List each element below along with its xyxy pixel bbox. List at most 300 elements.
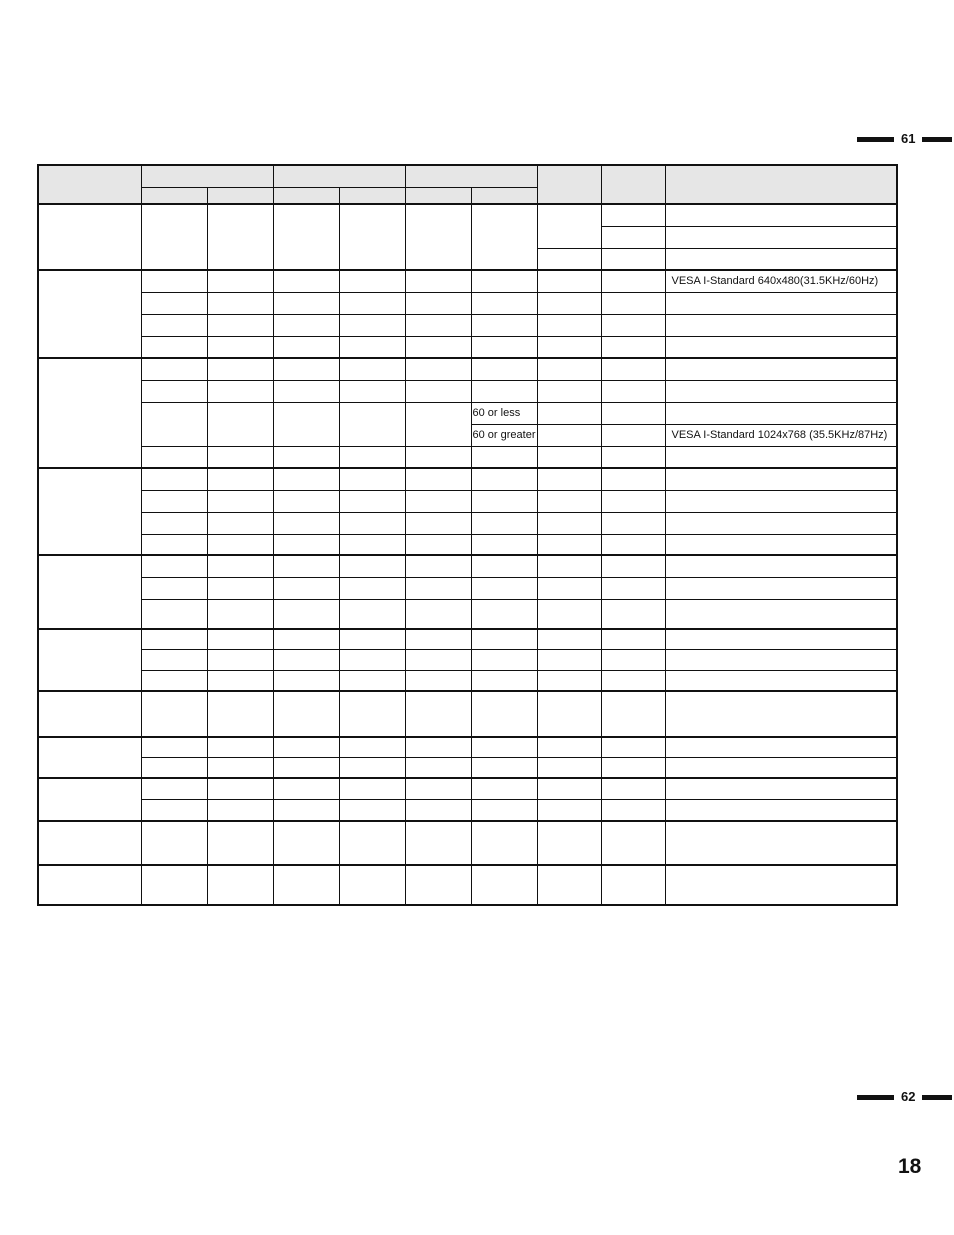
table-cell <box>537 629 601 649</box>
table-cell <box>471 629 537 649</box>
table-cell <box>471 534 537 555</box>
table-cell <box>141 799 207 821</box>
table-cell <box>665 204 897 226</box>
table-cell <box>665 336 897 358</box>
table-cell <box>537 778 601 799</box>
table-cell <box>273 629 339 649</box>
table-cell <box>339 778 405 799</box>
table-cell <box>339 292 405 314</box>
table-cell <box>665 670 897 691</box>
table-cell <box>38 778 141 821</box>
table-cell <box>38 468 141 555</box>
table-cell <box>207 204 273 270</box>
table-cell <box>601 821 665 865</box>
table-row <box>38 799 897 821</box>
table-cell <box>273 512 339 534</box>
table-cell <box>405 799 471 821</box>
table-cell <box>339 821 405 865</box>
table-cell <box>207 358 273 380</box>
header-cell <box>38 165 141 204</box>
table-cell <box>405 402 471 446</box>
table-cell <box>665 649 897 670</box>
table-cell <box>207 468 273 490</box>
table-cell <box>38 737 141 778</box>
table-cell <box>537 314 601 336</box>
table-cell <box>601 534 665 555</box>
table-cell <box>339 670 405 691</box>
table-cell <box>471 490 537 512</box>
table-cell <box>38 204 141 270</box>
table-cell <box>273 446 339 468</box>
table-cell <box>207 629 273 649</box>
table-cell <box>141 204 207 270</box>
table-cell <box>339 865 405 905</box>
marker-number: 61 <box>901 131 916 146</box>
table-cell <box>405 358 471 380</box>
table-cell <box>141 865 207 905</box>
table-cell <box>471 670 537 691</box>
table-cell <box>665 577 897 599</box>
table-cell <box>38 555 141 629</box>
table-cell <box>601 555 665 577</box>
header-cell <box>405 187 471 204</box>
table-cell <box>601 599 665 629</box>
table-cell <box>665 821 897 865</box>
table-cell <box>665 599 897 629</box>
table-row <box>38 737 897 757</box>
table-cell <box>601 270 665 292</box>
table-cell <box>141 314 207 336</box>
table-row <box>38 534 897 555</box>
table-cell <box>601 292 665 314</box>
table-cell <box>665 468 897 490</box>
table-cell <box>273 534 339 555</box>
table-cell <box>665 226 897 248</box>
table-row <box>38 555 897 577</box>
header-cell <box>471 187 537 204</box>
table-row <box>38 778 897 799</box>
table-cell <box>273 292 339 314</box>
table-cell <box>601 691 665 737</box>
header-cell <box>537 165 601 204</box>
table-cell <box>537 336 601 358</box>
table-cell <box>665 778 897 799</box>
table-cell <box>537 534 601 555</box>
marker-bar-right <box>922 137 952 142</box>
table-cell <box>665 691 897 737</box>
table-cell <box>141 629 207 649</box>
table-row <box>38 314 897 336</box>
table-cell <box>405 292 471 314</box>
table-cell <box>601 490 665 512</box>
table-cell <box>537 599 601 629</box>
table-cell <box>405 865 471 905</box>
table-cell <box>601 778 665 799</box>
table-row <box>38 358 897 380</box>
table-cell <box>405 490 471 512</box>
table-cell <box>405 691 471 737</box>
header-cell <box>141 165 273 187</box>
table-cell <box>141 468 207 490</box>
table-cell <box>471 737 537 757</box>
table-cell <box>601 737 665 757</box>
table-cell <box>601 865 665 905</box>
table-cell <box>38 691 141 737</box>
table-cell <box>339 555 405 577</box>
table-cell <box>537 670 601 691</box>
table-cell <box>273 670 339 691</box>
table-cell <box>537 204 601 248</box>
table-cell <box>141 292 207 314</box>
table-cell <box>141 358 207 380</box>
table-cell <box>601 314 665 336</box>
table-cell <box>339 204 405 270</box>
table-cell <box>207 336 273 358</box>
table-cell <box>38 358 141 468</box>
table-row <box>38 757 897 778</box>
table-cell <box>601 358 665 380</box>
table-cell <box>273 204 339 270</box>
table-cell <box>405 336 471 358</box>
table-row <box>38 670 897 691</box>
table-cell <box>537 649 601 670</box>
table-cell <box>537 270 601 292</box>
table-cell <box>601 248 665 270</box>
table-cell <box>537 757 601 778</box>
page-marker-61 <box>857 132 952 146</box>
table-cell <box>405 270 471 292</box>
table-cell <box>471 512 537 534</box>
signal-timing-table <box>37 164 898 906</box>
table-row <box>38 629 897 649</box>
table-cell <box>38 270 141 358</box>
table-cell <box>207 737 273 757</box>
table-cell <box>665 314 897 336</box>
table-cell <box>471 314 537 336</box>
table-cell <box>471 799 537 821</box>
table-cell <box>471 336 537 358</box>
table-cell <box>405 757 471 778</box>
table-cell <box>537 468 601 490</box>
table-cell <box>273 757 339 778</box>
table-cell <box>207 778 273 799</box>
table-cell <box>601 336 665 358</box>
table-row <box>38 468 897 490</box>
table-cell <box>405 599 471 629</box>
table-cell <box>537 799 601 821</box>
table-cell <box>207 534 273 555</box>
table-cell <box>207 490 273 512</box>
table-cell <box>405 512 471 534</box>
table-cell <box>339 737 405 757</box>
table-cell <box>471 577 537 599</box>
table-cell <box>405 555 471 577</box>
table-cell <box>273 490 339 512</box>
table-cell <box>339 577 405 599</box>
header-cell <box>339 187 405 204</box>
table-cell-note: VESA I-Standard 640x480(31.5KHz/60Hz) <box>665 270 897 292</box>
table-cell <box>405 821 471 865</box>
header-cell <box>207 187 273 204</box>
table-cell <box>141 446 207 468</box>
table-cell <box>339 270 405 292</box>
table-cell <box>339 336 405 358</box>
table-cell <box>207 757 273 778</box>
table-cell <box>141 691 207 737</box>
page-number: 18 <box>898 1155 922 1178</box>
table-cell <box>601 799 665 821</box>
table-row <box>38 577 897 599</box>
table-cell <box>665 248 897 270</box>
table-cell <box>537 577 601 599</box>
table-cell <box>141 270 207 292</box>
table-cell <box>273 599 339 629</box>
table-cell <box>339 691 405 737</box>
table-cell <box>471 292 537 314</box>
table-cell <box>405 629 471 649</box>
table-cell <box>601 577 665 599</box>
table-cell <box>207 670 273 691</box>
table-cell <box>601 649 665 670</box>
table-cell <box>207 577 273 599</box>
table-cell <box>207 799 273 821</box>
table-cell <box>405 468 471 490</box>
table-cell <box>273 468 339 490</box>
table-cell <box>207 555 273 577</box>
table-cell <box>38 865 141 905</box>
table-cell-note: VESA I-Standard 1024x768 (35.5KHz/87Hz) <box>665 424 897 446</box>
table-cell <box>207 402 273 446</box>
header-cell <box>273 165 405 187</box>
table-cell <box>207 512 273 534</box>
table-cell <box>665 799 897 821</box>
table-cell-vfreq: 60 or greater <box>471 424 537 446</box>
table-cell <box>537 821 601 865</box>
table-cell <box>405 649 471 670</box>
table-cell <box>38 821 141 865</box>
table-cell <box>405 577 471 599</box>
table-cell <box>405 778 471 799</box>
table-cell <box>207 270 273 292</box>
table-cell <box>665 865 897 905</box>
table-cell <box>405 380 471 402</box>
table-cell <box>665 292 897 314</box>
table-cell <box>141 757 207 778</box>
table-cell <box>339 314 405 336</box>
table-cell <box>665 757 897 778</box>
table-cell <box>537 490 601 512</box>
table-cell <box>273 402 339 446</box>
table-cell <box>601 629 665 649</box>
table-row <box>38 599 897 629</box>
table-cell <box>207 865 273 905</box>
table-cell <box>273 799 339 821</box>
table-cell <box>207 649 273 670</box>
table-cell <box>471 446 537 468</box>
table-cell <box>601 226 665 248</box>
table-cell <box>141 380 207 402</box>
table-cell <box>273 865 339 905</box>
table-cell <box>273 737 339 757</box>
table-cell <box>273 778 339 799</box>
table-cell <box>339 512 405 534</box>
marker-number: 62 <box>901 1089 916 1104</box>
table-cell <box>537 380 601 402</box>
table-cell <box>273 691 339 737</box>
table-cell <box>471 204 537 270</box>
table-cell <box>405 737 471 757</box>
table-cell <box>273 314 339 336</box>
table-cell <box>665 358 897 380</box>
table-cell <box>471 691 537 737</box>
table-cell <box>471 380 537 402</box>
table-cell <box>141 778 207 799</box>
table-cell <box>471 270 537 292</box>
table-cell <box>339 799 405 821</box>
table-cell-vfreq: 60 or less <box>471 402 537 424</box>
marker-bar-right <box>922 1095 952 1100</box>
table-row <box>38 691 897 737</box>
table-cell <box>471 649 537 670</box>
table-cell <box>273 649 339 670</box>
table-cell <box>141 512 207 534</box>
table-cell <box>207 599 273 629</box>
table-row <box>38 821 897 865</box>
table-header-row <box>38 165 897 187</box>
marker-bar-left <box>857 137 894 142</box>
table-cell <box>141 490 207 512</box>
table-cell <box>339 380 405 402</box>
table-row <box>38 402 897 424</box>
table-cell <box>471 778 537 799</box>
table-cell <box>601 468 665 490</box>
table-cell <box>471 599 537 629</box>
table-row <box>38 512 897 534</box>
page-marker-62 <box>857 1090 952 1104</box>
table-cell <box>471 468 537 490</box>
table-cell <box>471 358 537 380</box>
table-cell <box>665 737 897 757</box>
table-cell <box>339 468 405 490</box>
table-cell <box>471 757 537 778</box>
table-cell <box>665 512 897 534</box>
table-cell <box>471 865 537 905</box>
table-cell <box>405 314 471 336</box>
table-cell <box>339 446 405 468</box>
table-cell <box>207 821 273 865</box>
table-cell <box>141 555 207 577</box>
table-cell <box>141 534 207 555</box>
table-cell <box>601 512 665 534</box>
table-cell <box>141 649 207 670</box>
table-cell <box>537 691 601 737</box>
table-row <box>38 204 897 226</box>
table-cell <box>273 577 339 599</box>
table-cell <box>601 204 665 226</box>
table-cell <box>537 865 601 905</box>
table-cell <box>141 402 207 446</box>
table-cell <box>537 512 601 534</box>
table-cell <box>207 380 273 402</box>
table-cell <box>141 336 207 358</box>
table-cell <box>405 534 471 555</box>
table-cell <box>339 402 405 446</box>
table-cell <box>601 757 665 778</box>
table-cell <box>273 270 339 292</box>
table-cell <box>537 358 601 380</box>
table-cell <box>273 336 339 358</box>
table-cell <box>537 555 601 577</box>
table-row <box>38 446 897 468</box>
table-cell <box>339 757 405 778</box>
table-cell <box>665 629 897 649</box>
table-cell <box>339 534 405 555</box>
table-cell <box>273 555 339 577</box>
table-row <box>38 649 897 670</box>
table-cell <box>537 424 601 446</box>
table-cell <box>665 490 897 512</box>
table-cell <box>537 446 601 468</box>
table-cell <box>141 670 207 691</box>
table-cell <box>273 358 339 380</box>
table-cell <box>207 314 273 336</box>
table-cell <box>471 821 537 865</box>
table-cell <box>339 649 405 670</box>
table-row <box>38 270 897 292</box>
table-cell <box>405 670 471 691</box>
table-cell <box>601 670 665 691</box>
table-cell <box>537 402 601 424</box>
header-cell <box>601 165 665 204</box>
marker-bar-left <box>857 1095 894 1100</box>
table-cell <box>405 204 471 270</box>
table-row <box>38 380 897 402</box>
table-cell <box>471 555 537 577</box>
table-row <box>38 292 897 314</box>
table-cell <box>38 629 141 691</box>
table-cell <box>601 402 665 424</box>
table-cell <box>665 402 897 424</box>
table-cell <box>141 737 207 757</box>
table-row <box>38 490 897 512</box>
table-cell <box>207 691 273 737</box>
table-cell <box>207 446 273 468</box>
table-cell <box>537 292 601 314</box>
header-cell <box>141 187 207 204</box>
table-cell <box>339 599 405 629</box>
table-cell <box>665 446 897 468</box>
table-cell <box>537 248 601 270</box>
table-cell <box>601 446 665 468</box>
table-cell <box>273 821 339 865</box>
table-cell <box>665 380 897 402</box>
table-cell <box>273 380 339 402</box>
table-cell <box>405 446 471 468</box>
table-cell <box>207 292 273 314</box>
table-cell <box>141 821 207 865</box>
table-cell <box>339 490 405 512</box>
table-cell <box>339 358 405 380</box>
header-cell <box>273 187 339 204</box>
header-cell <box>665 165 897 204</box>
table-cell <box>537 737 601 757</box>
table-cell <box>141 599 207 629</box>
table-cell <box>601 424 665 446</box>
table-cell <box>339 629 405 649</box>
table-cell <box>141 577 207 599</box>
table-cell <box>665 555 897 577</box>
header-cell <box>405 165 537 187</box>
